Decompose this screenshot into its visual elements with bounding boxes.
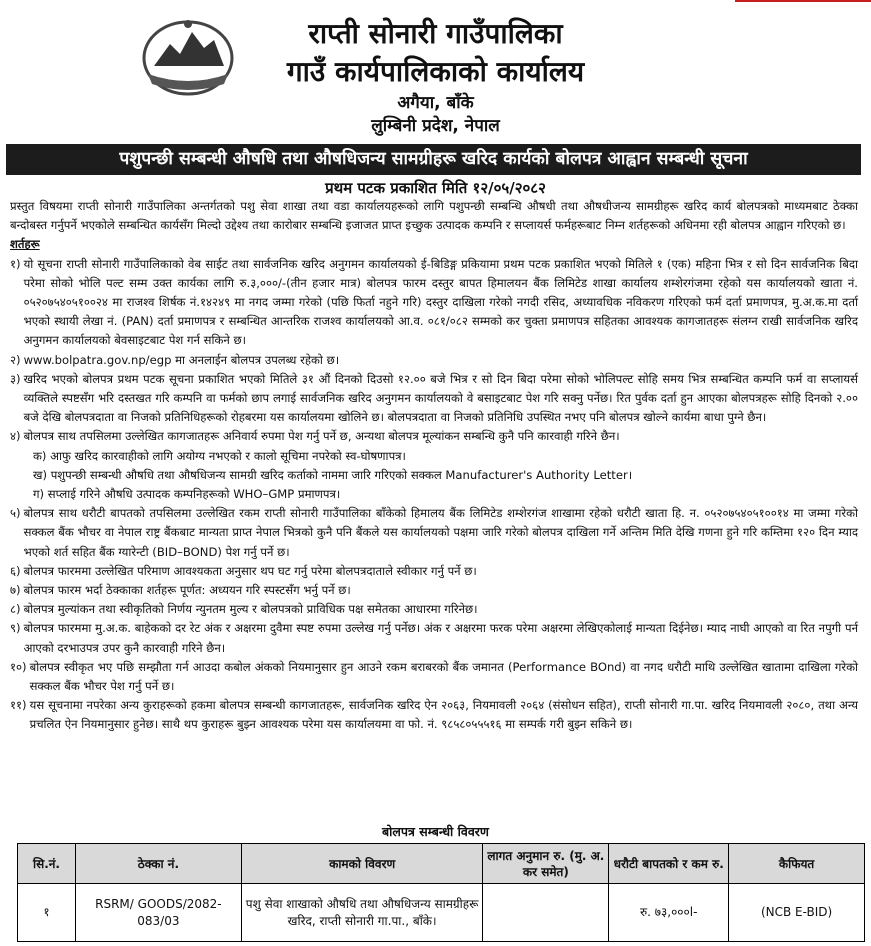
intro-paragraph: प्रस्तुत विषयमा राप्ती सोनारी गाउँपालिका अन्तर्गतको पशु सेवा शाखा तथा वडा कार्यालयहरूको लागि पशुपन्छी सम्बन्धि औषधी तथा औषधीजन्य सामग्रीहरू खरिद कार्य बोलपत्रको माध्यमबाट ठेक्का बन्दोबस्त गर्नुपर्ने भएकोले सम्बन्धित कार्यसँग मिल्दो उद्देश्य तथा कारोबार सम्बन्धि इजाजत प्राप्त इच्छुक उत्पादक कम्पनि र सप्लायर्स फर्महरूबाट निम्न शर्तहरूको अधिनमा रही बोलपत्र आह्वान गरिएको छ। [10, 199, 858, 233]
condition-number: ७) [10, 583, 21, 598]
condition-item [10, 562, 858, 581]
column-header: ठेक्का नं. [75, 844, 241, 884]
condition-text: खरिद भएको बोलपत्र प्रथम पटक सूचना प्रकाशित भएको मितिले ३१ औं दिनको दिउसो १२.०० बजे भित्र र सो दिन बिदा परेमा सोको भोलिपल्ट सोहि समय भित्र सम्बन्धित कम्पनि फर्म वा सप्लायर्स व्यक्तिले स्पष्टसँग भरि दस्तखत गरि कम्पनि वा फर्मको छाप लगाई सार्वजनिक खरिद अनुगमन कार्यालयको वे बसाइटबाट पेश गरि सक्नु पर्नेछ। रित पुर्वक दर्ता हुन आएका बोलपत्रहरू सोहि दिनको २.०० बजे देखि बोलपत्रदाता वा निजको प्रतिनिधिहरूको रोहबरमा यस कार्यालयमा खोलिने छ। बोलपत्रदाता वा निजको प्रतिनिधि उपस्थित नभए पनि बोलपत्र खोल्ने कार्यमा बाधा पुग्ने छैन। [23, 371, 858, 425]
condition-text: बोलपत्र फारममा उल्लेखित परिमाण आवश्यकता अनुसार थप घट गर्नु परेमा बोलपत्रदाताले स्वीकार गर्नु पर्ने छ। [23, 563, 477, 578]
bid-deposit-cell: रु. ७३,०००l- [609, 884, 729, 942]
required-document-item: ख) पशुपन्छी सम्बन्धी औषधि तथा औषधिजन्य सामग्री खरिद कर्ताको नाममा जारि गरिएको सक्कल Manufacturer's Authority Letter। [33, 467, 633, 482]
column-header: सि.नं. [18, 844, 76, 884]
office-location: अगैया, बाँके [397, 93, 474, 113]
office-name: गाउँ कार्यपालिकाको कार्यालय [286, 55, 585, 88]
condition-text: बोलपत्र साथ धरौटी बापतको तपसिलमा उल्लेखित रकम राप्ती सोनारी गाउँपालिका बाँकेको हिमालय बैंक लिमिटेड शम्शेरगंज शाखामा रहेको धरौटी खाता हि. न. ०५२०७५४०५१००१४ मा जम्मा गरेको सक्कल बैंक भौचर वा नेपाल राष्ट्र बैंकबाट मान्यता प्राप्त नेपाल भित्रको कुनै पनि बैंकले यस कार्यालयको पक्षमा जारि गरेको बोलपत्र दाखिला गर्ने अन्तिम मिति देखि गणना हुने गरि कम्तिमा १२० दिन म्याद भएको शर्त सहित बैंक ग्यारेन्टी (BID–BOND) पेश गर्नु पर्ने छ। [23, 506, 858, 559]
condition-number: १०) [10, 659, 27, 674]
top-accent-line [735, 0, 871, 2]
condition-text: यस सूचनामा नपरेका अन्य कुराहरूको हकमा बोलपत्र सम्बन्धी कागजातहरू, सार्वजनिक खरिद ऐन २०६३, नियमावली २०६४ (संसोधन सहित), राप्ती सोनारी गा.पा. खरिद नियमावली २०८०, तथा अन्य प्रचलित ऐन नियमानुसार हुनेछ। साथै थप कुराहरू बुझ्न आवश्यक परेमा यस कार्यालयमा वा फो. नं. ९८५८०५५५१६ मा सम्पर्क गरी बुझ्न सकिने छ। [29, 698, 858, 732]
condition-number: १) [10, 256, 21, 271]
condition-number: ९) [10, 621, 21, 636]
cost-estimate-cell [483, 884, 609, 942]
required-document-item: क) आफु खरिद कारवाहीको लागि अयोग्य नभएको र कालो सूचिमा नपरेको स्व-घोषणापत्र। [33, 448, 406, 463]
contract-number-cell: RSRM/ GOODS/2082-083/03 [75, 884, 241, 942]
condition-text: बोलपत्र फारममा मु.अ.क. बाहेकको दर रेट अंक र अक्षरमा दुवैमा स्पष्ट रुपमा उल्लेख गर्नु पर्नेछ। अंक र अक्षरमा फरक परेमा अक्षरमा लेखिएकोलाई मान्यता दिईनेछ। म्याद नाघी आएको वा रित नपुगी पर्न आएको दरभाउपत्र उपर कुनै कारवाही गरिने छैन। [23, 621, 858, 655]
condition-item [10, 427, 858, 446]
condition-item [10, 696, 858, 734]
table-row [18, 884, 865, 942]
condition-text: बोलपत्र फारम भर्दा ठेक्काका शर्तहरू पूर्णत: अध्ययन गरि स्पस्टसँग भर्नु पर्ने छ। [23, 583, 351, 598]
condition-item [10, 370, 858, 428]
column-header: धरौटी बापतको र कम रु. [609, 844, 729, 884]
municipality-name: राप्ती सोनारी गाउँपालिका [308, 17, 563, 50]
condition-text: बोलपत्र साथ तपसिलमा उल्लेखित कागजातहरू अनिवार्य रुपमा पेश गर्नु पर्ने छ, अन्यथा बोलपत्र मूल्यांकन सम्बन्धि कुनै पनि कारवाही गरिने छैन। [23, 429, 620, 444]
condition-number: २) [10, 352, 21, 367]
condition-item [10, 619, 858, 657]
condition-text: बोलपत्र स्वीकृत भए पछि सम्झौता गर्न आउदा कबोल अंकको नियमानुसार हुन आउने रकम बराबरको बैंक जमानत (Performance BOnd) वा नगद धरौटी माथि उल्लेखित खातामा दाखिला गरेको सक्कल बैंक भौचर पेश गर्नु पर्ने छ। [29, 659, 858, 694]
remarks-cell: (NCB E-BID) [729, 884, 865, 942]
conditions-heading: शर्तहरू [10, 237, 40, 252]
condition-number: ५) [10, 506, 21, 521]
table-title: बोलपत्र सम्बन्धी विवरण [382, 824, 489, 839]
condition-number: ८) [10, 602, 21, 617]
column-header: कैफियत [729, 844, 865, 884]
condition-item [10, 351, 858, 370]
notice-title: पशुपन्छी सम्बन्धी औषधि तथा औषधिजन्य सामग्रीहरू खरिद कार्यको बोलपत्र आह्वान सम्बन्धी सूचना [6, 144, 861, 175]
condition-item [10, 581, 858, 600]
required-document-item: ग) सप्लाई गरिने औषधि उत्पादक कम्पनिहरूको WHO–GMP प्रमाणपत्र। [33, 487, 341, 502]
condition-number: ३) [10, 371, 21, 386]
column-header: लागत अनुमान रु. (मु. अ. कर समेत) [483, 844, 609, 884]
condition-text: बोलपत्र मुल्यांकन तथा स्वीकृतिको निर्णय न्युनतम मुल्य र बोलपत्रको प्राविधिक पक्ष समेतका आधारमा गरिनेछ। [23, 602, 478, 617]
condition-number: ६) [10, 563, 21, 578]
notice-body [10, 197, 858, 735]
condition-item [10, 255, 858, 351]
condition-number: ४) [10, 429, 21, 444]
column-header: कामको विवरण [241, 844, 483, 884]
condition-item [10, 600, 858, 619]
condition-text: यो सूचना राप्ती सोनारी गाउँपालिकाको वेब साईट तथा सार्वजनिक खरिद अनुगमन कार्यालयको ई-बिडिङ्ग प्रकियामा प्रथम पटक प्रकाशित भएको मितिले १ (एक) महिना भित्र र सो दिन सार्वजनिक बिदा परेमा सोको भोलि पल्ट सम्म उक्त कार्यका लागि रु.३,०००/-(तीन हजार मात्र) बोलपत्र फारम दस्तुर बापत हिमालयन बैंक लिमिटेड शाखा कार्यालय शम्शेरगंजमा रहेको यस कार्यालयको खाता नं. ०५२०७५४०५१००२४ मा राजश्व शिर्षक नं.१४२४९ मा नगद जम्मा गरेको (पछि फिर्ता नहुने गरि) दस्तुर दाखिला गरेको नगदी रसिद, अध्यावधिक नविकरण गरिएको फर्म दर्ता प्रमाणपत्र, मु.अ.क.मा दर्ता भएको स्थायी लेखा नं. (PAN) दर्ता प्रमाणपत्र र सम्बन्धित आन्तरिक राजश्व कार्यालयको आ.व. ०८१/०८२ सम्मको कर चुक्ता प्रमाणपत्र सहितका आवश्यक कागजातहरू संलग्न राखी सार्वजनिक खरिद अनुगमन कार्यालयको बेवसाइटबाट पेश गर्न सकिने छ। [23, 256, 858, 348]
condition-number: ११) [10, 698, 27, 713]
work-description-cell: पशु सेवा शाखाको औषधि तथा औषधिजन्य सामग्रीहरू खरिद, राप्ती सोनारी गा.पा., बाँके। [241, 884, 483, 942]
table-header-row [18, 844, 865, 884]
bid-details-table [17, 843, 865, 942]
province-name: लुम्बिनी प्रदेश, नेपाल [371, 116, 500, 136]
condition-item [10, 504, 858, 562]
serial-number-cell: १ [18, 884, 76, 942]
published-date: प्रथम पटक प्रकाशित मिति १२/०५/२०८२ [325, 179, 546, 197]
condition-item [10, 658, 858, 696]
condition-text: www.bolpatra.gov.np/egp मा अनलाईन बोलपत्र उपलब्ध रहेको छ। [23, 352, 340, 367]
